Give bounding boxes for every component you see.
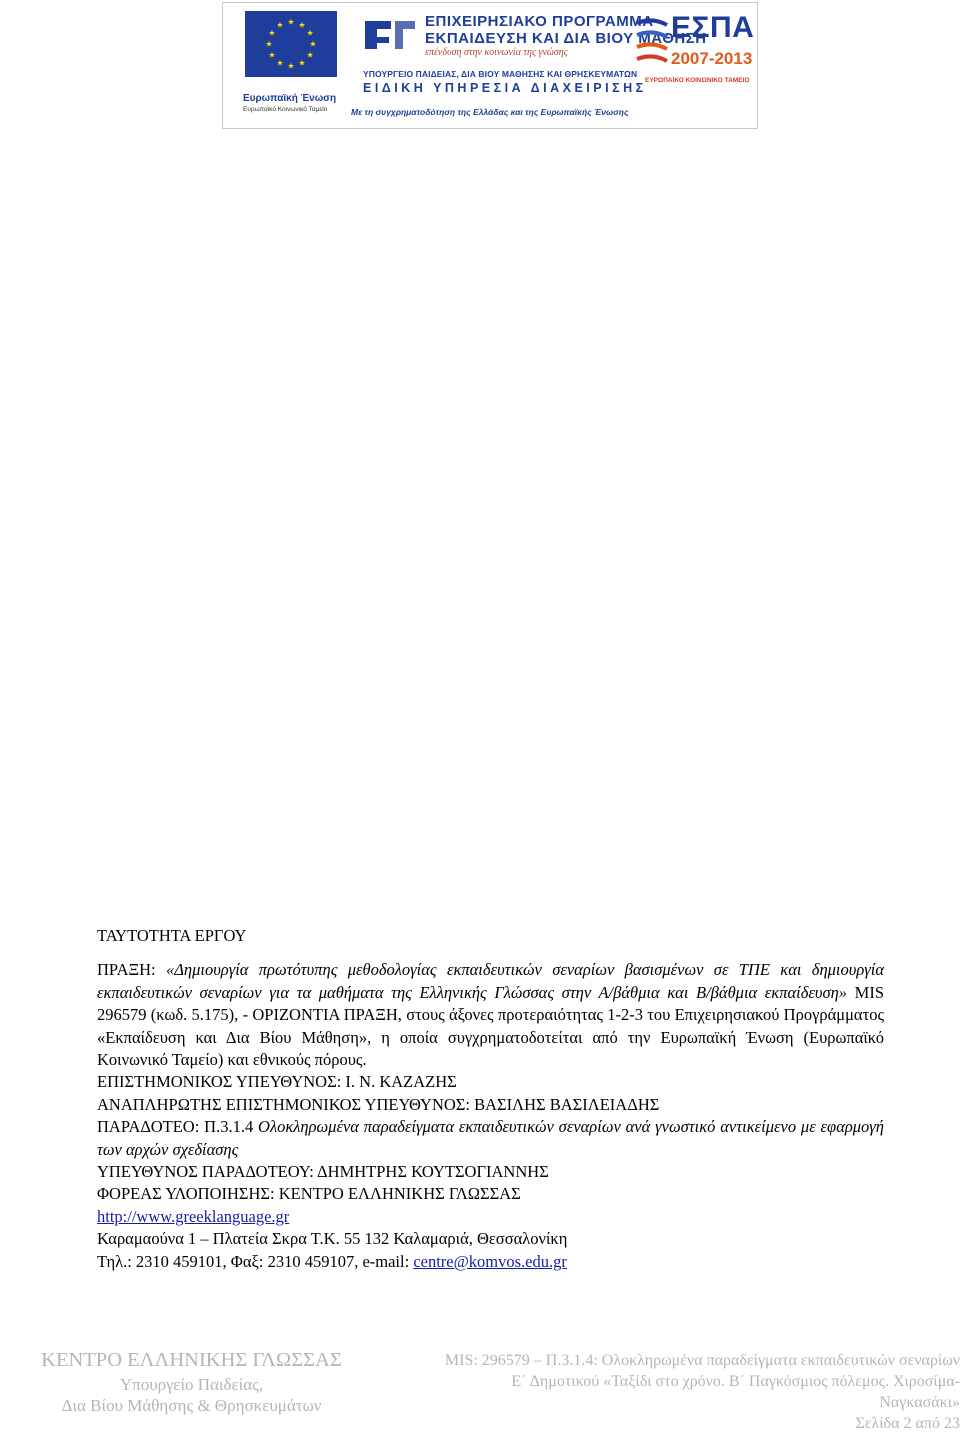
address: Καραμαούνα 1 – Πλατεία Σκρα Τ.Κ. 55 132 Καλαμαριά, Θεσσαλονίκη [97,1229,568,1249]
contact-details: Τηλ.: 2310 459101, Φαξ: 2310 459107, e-mail: [97,1251,414,1271]
eu-name: Ευρωπαϊκή Ένωση [243,93,337,104]
eu-star-icon: ★ [276,20,284,30]
deliverable-lead: ΥΠΕΥΘΥΝΟΣ ΠΑΡΑΔΟΤΕΟΥ: ΔΗΜΗΤΡΗΣ ΚΟΥΤΣΟΓΙΑΝΝΗΣ [97,1162,549,1182]
programme-emblem-icon [361,15,421,55]
footer-ministry-line2: Δια Βίου Μάθησης & Θρησκευμάτων [61,1396,322,1415]
eu-star-icon: ★ [309,39,317,49]
email-link[interactable]: centre@komvos.edu.gr [413,1251,567,1271]
eu-fund: Ευρωπαϊκό Κοινωνικό Ταμείο [243,106,328,113]
eu-star-icon: ★ [287,61,295,71]
deliverable-label: ΠΑΡΑΔΟΤΕΟ: Π.3.1.4 [97,1117,259,1137]
eu-star-icon: ★ [268,28,276,38]
deliverable-title: Ολοκληρωμένα παραδείγματα εκπαιδευτικών σεναρίων ανά γνωστικό αντικείμενο με εφαρμογή των αρχών σχεδίασης [97,1117,884,1159]
espa-logo [635,9,753,99]
eu-star-icon: ★ [298,58,306,68]
footer-org: ΚΕΝΤΡΟ ΕΛΛΗΝΙΚΗΣ ΓΛΩΣΣΑΣ [41,1349,342,1371]
programme-line1: ΕΠΙΧΕΙΡΗΣΙΑΚΟ ΠΡΟΓΡΑΜΜΑ [425,13,654,30]
eu-star-icon: ★ [265,39,273,49]
footer-page-number: Σελίδα 2 από 23 [855,1415,960,1432]
website-link[interactable]: http://www.greeklanguage.gr [97,1206,290,1226]
website-line [97,1206,884,1228]
project-identity [97,925,884,1273]
eu-star-icon: ★ [268,50,276,60]
footer-mis-line: MIS: 296579 – Π.3.1.4: Ολοκληρωμένα παραδείγματα εκπαιδευτικών σεναρίων [444,1352,960,1369]
action-label: ΠΡΑΞΗ: [97,960,166,980]
eu-star-icon: ★ [298,20,306,30]
ministry-name: ΥΠΟΥΡΓΕΙΟ ΠΑΙΔΕΙΑΣ, ΔΙΑ ΒΙΟΥ ΜΑΘΗΣΗΣ ΚΑΙ ΘΡΗΣΚΕΥΜΑΤΩΝ [363,69,638,79]
contact-line [97,1251,884,1273]
programme-slogan: επένδυση στην κοινωνία της γνώσης [425,47,568,58]
eu-logo [237,11,345,119]
action-paragraph [97,959,884,1071]
deliverable-paragraph [97,1116,884,1161]
eu-star-icon: ★ [287,17,295,27]
eu-star-icon: ★ [306,28,314,38]
programme-line2: ΕΚΠΑΙΔΕΥΣΗ ΚΑΙ ΔΙΑ ΒΙΟΥ ΜΑΘΗΣΗ [425,30,707,47]
action-title: «Δημιουργία πρωτότυπης μεθοδολογίας εκπαιδευτικών σεναρίων βασισμένων σε ΤΠΕ και δημιουργία εκπαιδευτικών σεναρίων για τα μαθήματα της Ελληνικής Γλώσσας στην Α/βάθμια και Β/βάθμια εκπαίδευση» [97,960,884,1002]
funding-banner [222,2,758,129]
eu-caption [243,93,347,115]
footer-ministry-line1: Υπουργείο Παιδείας, [119,1375,264,1394]
espa-years: 2007-2013 [671,49,753,68]
footer-scenario-line2: Ναγκασάκι» [879,1394,960,1411]
cofunding-note: Με τη συγχρηματοδότηση της Ελλάδας και της Ευρωπαϊκής Ένωσης [351,107,629,117]
action-description: MIS 296579 (κωδ. 5.175), - ΟΡΙΖΟΝΤΙΑ ΠΡΑΞΗ, στους άξονες προτεραιότητας 1-2-3 του Επιχειρησιακού Προγράμματος «Εκπαίδευση και Δια Βίου Μάθηση», η οποία συγχρηματοδοτείται από την Ευρωπαϊκή Ένωση (Ευρωπαϊκό Κοινωνικό Ταμείο) και εθνικούς πόρους. [97,982,885,1070]
espa-stripes-icon [635,13,669,73]
eu-star-icon: ★ [276,58,284,68]
scientific-lead: ΕΠΙΣΤΗΜΟΝΙΚΟΣ ΥΠΕΥΘΥΝΟΣ: Ι. Ν. ΚΑΖΑΖΗΣ [97,1072,457,1092]
espa-fund: ΕΥΡΩΠΑΪΚΟ ΚΟΙΝΩΝΙΚΟ ΤΑΜΕΙΟ [645,77,750,84]
implementing-body: ΦΟΡΕΑΣ ΥΛΟΠΟΙΗΣΗΣ: ΚΕΝΤΡΟ ΕΛΛΗΝΙΚΗΣ ΓΛΩΣΣΑΣ [97,1184,521,1204]
eu-star-icon: ★ [306,50,314,60]
deputy-scientific-lead: ΑΝΑΠΛΗΡΩΤΗΣ ΕΠΙΣΤΗΜΟΝΙΚΟΣ ΥΠΕΥΘΥΝΟΣ: ΒΑΣΙΛΗΣ ΒΑΣΙΛΕΙΑΔΗΣ [97,1094,660,1114]
footer-scenario-line1: Ε΄ Δημοτικού «Ταξίδι στο χρόνο. Β΄ Παγκόσμιος πόλεμος. Χιροσίμα- [511,1373,960,1390]
eu-flag-icon [245,11,337,77]
espa-name: ΕΣΠΑ [671,11,755,44]
agency-name: ΕΙΔΙΚΗ ΥΠΗΡΕΣΙΑ ΔΙΑΧΕΙΡΙΣΗΣ [363,81,647,95]
page-title: ΤΑΥΤΟΤΗΤΑ ΕΡΓΟΥ [97,926,247,945]
